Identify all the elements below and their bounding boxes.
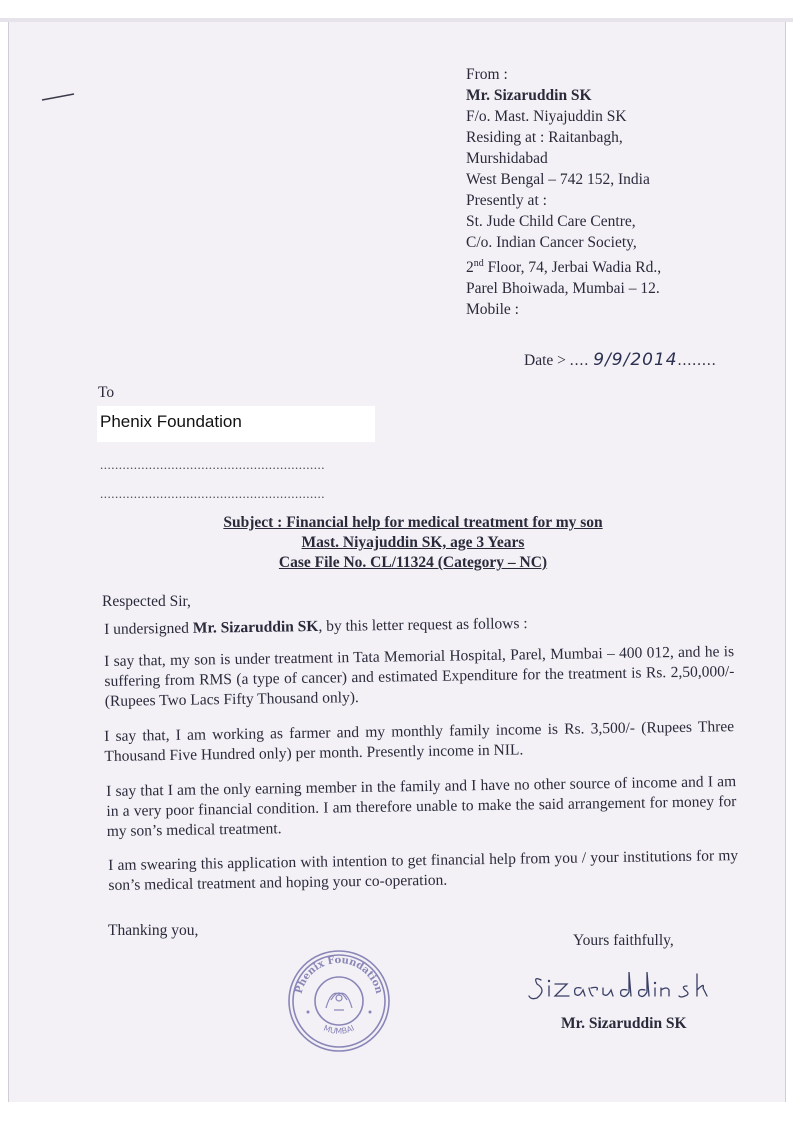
subject-line-3: Case File No. CL/11324 (Category – NC)	[278, 554, 548, 571]
sender-address-block	[466, 64, 661, 320]
sender-name: Mr. Sizaruddin SK	[466, 87, 592, 104]
sender-addr-line-3: 2nd Floor, 74, Jerbai Wadia Rd.,	[466, 258, 662, 277]
paragraph-income: I say that, I am working as farmer and my monthly family income is Rs. 3,500/- (Rupees Three Thousand Five Hundred only) per month. Presently income in NIL.	[104, 718, 735, 765]
paragraph-intro: I undersigned Mr. Sizaruddin SK, by this letter request as follows :	[104, 615, 528, 638]
date-value-handwritten: 9/9/2014	[593, 350, 678, 370]
sender-addr-line-2: C/o. Indian Cancer Society,	[466, 234, 637, 251]
yours-faithfully: Yours faithfully,	[573, 932, 674, 949]
date-row	[524, 350, 717, 370]
foundation-stamp-seal	[284, 946, 394, 1056]
date-label: Date >	[524, 352, 570, 369]
salutation: Respected Sir,	[102, 593, 191, 610]
recipient-name: Phenix Foundation	[100, 412, 242, 431]
svg-text:Phenix Foundation: Phenix Foundation	[293, 954, 385, 995]
mobile-label: Mobile :	[466, 301, 519, 319]
thanking-you: Thanking you,	[108, 922, 199, 939]
handwritten-signature	[527, 966, 717, 1008]
sender-father: F/o. Mast. Niyajuddin SK	[466, 108, 627, 125]
recipient-dotted-line-2: ............................................................	[100, 486, 325, 501]
paragraph-treatment: I say that, my son is under treatment in Tata Memorial Hospital, Parel, Mumbai – 400 012, and he is suffering from RMS (a type of cancer) and estimated Expenditure for the treatment is Rs. 2,50,000/- (Rupees Two Lacs Fifty Thousand only).	[104, 643, 735, 710]
presently-label: Presently at :	[466, 192, 547, 209]
paragraph-condition: I say that I am the only earning member in the family and I have no other source of income and I am in a very poor financial condition. I am therefore unable to make the said arrangement for money for my son’s medical treatment.	[106, 773, 737, 840]
subject-block	[188, 513, 638, 573]
sender-addr-line-1: St. Jude Child Care Centre,	[466, 213, 636, 230]
sender-addr-line-4: Parel Bhoiwada, Mumbai – 12.	[466, 280, 660, 298]
scan-mark	[40, 88, 80, 104]
sender-district: Murshidabad	[466, 150, 548, 167]
subject-line-1: Subject : Financial help for medical treatment for my son	[223, 514, 603, 531]
date-dots-after: ........	[677, 352, 717, 369]
to-label: To	[98, 384, 115, 401]
sender-state: West Bengal – 742 152, India	[466, 171, 650, 188]
subject-line-2: Mast. Niyajuddin SK, age 3 Years	[301, 534, 525, 551]
from-label: From :	[466, 66, 508, 83]
recipient-dotted-line-1: ............................................................	[100, 457, 325, 472]
paragraph-request: I am swearing this application with intention to get financial help from you / your institutions for my son’s medical treatment and hoping your co-operation.	[108, 847, 739, 894]
date-dots-before: ....	[569, 352, 590, 369]
signatory-name: Mr. Sizaruddin SK	[561, 1015, 687, 1032]
svg-text:MUMBAI: MUMBAI	[322, 1023, 356, 1036]
sender-residing: Residing at : Raitanbagh,	[466, 129, 623, 146]
